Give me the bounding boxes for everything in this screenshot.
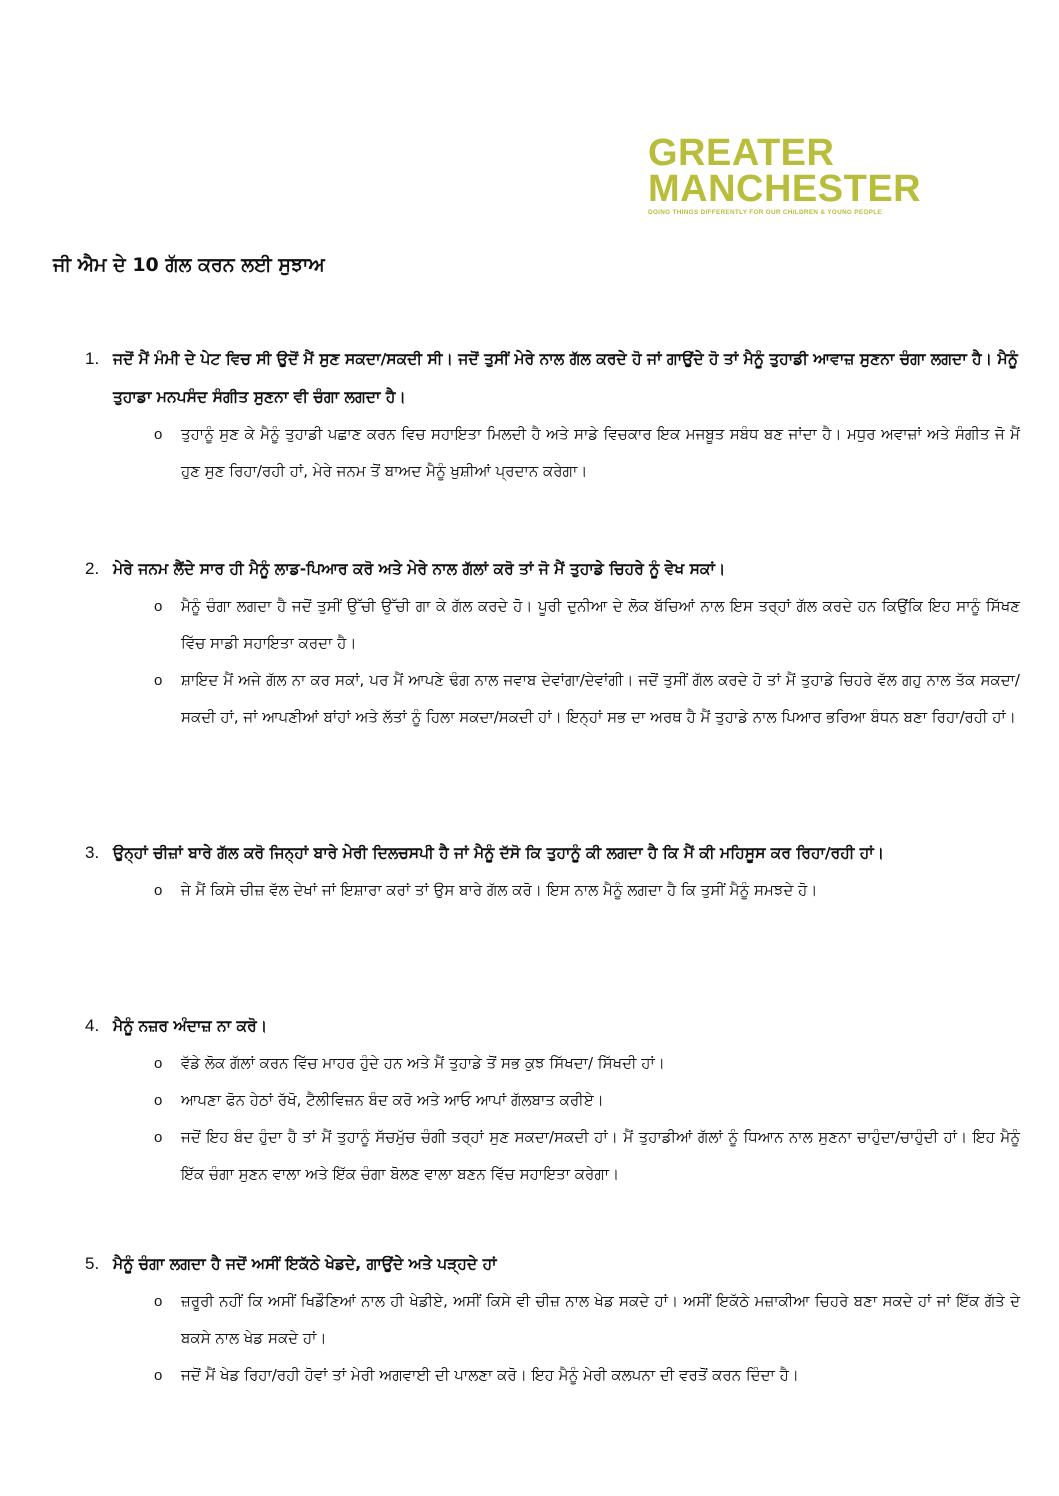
tip-heading	[85, 340, 1020, 416]
tip-heading	[85, 1245, 1020, 1283]
tip-bullet: o ਤੁਹਾਨੂੰ ਸੁਣ ਕੇ ਮੈਨੂੰ ਤੁਹਾਡੀ ਪਛਾਣ ਕਰਨ ਵਿਚ ਸਹਾਇਤਾ ਮਿਲਦੀ ਹੈ ਅਤੇ ਸਾਡੇ ਵਿਚਕਾਰ ਇਕ ਮਜਬੂਤ ਸਬੰਧ ਬਣ ਜਾਂਦਾ ਹੈ। ਮਧੁਰ ਅਵਾਜ਼ਾਂ ਅਤੇ ਸੰਗੀਤ ਜੋ ਮੈਂ ਹੁਣ ਸੁਣ ਰਿਹਾ/ਰਹੀ ਹਾਂ, ਮੇਰੇ ਜਨਮ ਤੋਂ ਬਾਅਦ ਮੈਨੂੰ ਖੁਸ਼ੀਆਂ ਪ੍ਰਦਾਨ ਕਰੇਗਾ।	[181, 416, 1020, 490]
tip-bullet-list	[85, 872, 1020, 909]
tip-section-1	[85, 340, 1020, 490]
tip-heading	[85, 834, 1020, 872]
logo-tagline: DOING THINGS DIFFERENTLY FOR OUR CHILDREN & YOUNG PEOPLE	[648, 209, 882, 216]
tip-bullet-list	[85, 416, 1020, 490]
tip-bullet: o ਵੱਡੇ ਲੋਕ ਗੱਲਾਂ ਕਰਨ ਵਿੱਚ ਮਾਹਰ ਹੁੰਦੇ ਹਨ ਅਤੇ ਮੈਂ ਤੁਹਾਡੇ ਤੋਂ ਸਭ ਕੁਝ ਸਿੱਖਦਾ/ ਸਿੱਖਦੀ ਹਾਂ।	[181, 1045, 1020, 1082]
tip-bullet-list	[85, 1283, 1020, 1394]
tip-bullet: o ਜ਼ਰੂਰੀ ਨਹੀਂ ਕਿ ਅਸੀਂ ਖਿਡੌਣਿਆਂ ਨਾਲ ਹੀ ਖੇਡੀਏ, ਅਸੀਂ ਕਿਸੇ ਵੀ ਚੀਜ਼ ਨਾਲ ਖੇਡ ਸਕਦੇ ਹਾਂ। ਅਸੀਂ ਇਕੱਠੇ ਮਜ਼ਾਕੀਆ ਚਿਹਰੇ ਬਣਾ ਸਕਦੇ ਹਾਂ ਜਾਂ ਇੱਕ ਗੱਤੇ ਦੇ ਬਕਸੇ ਨਾਲ ਖੇਡ ਸਕਦੇ ਹਾਂ।	[181, 1283, 1020, 1357]
tip-section-4	[85, 1007, 1020, 1193]
tip-bullet: o ਆਪਣਾ ਫੋਨ ਹੇਠਾਂ ਰੱਖੋ, ਟੈਲੀਵਿਜ਼ਨ ਬੰਦ ਕਰੋ ਅਤੇ ਆਓ ਆਪਾਂ ਗੱਲਬਾਤ ਕਰੀਏ।	[181, 1082, 1020, 1119]
tip-section-3	[85, 834, 1020, 909]
tip-number: 2.	[85, 559, 100, 578]
tip-bullet: o ਮੈਨੂੰ ਚੰਗਾ ਲਗਦਾ ਹੈ ਜਦੋਂ ਤੁਸੀਂ ਉੱਚੀ ਉੱਚੀ ਗਾ ਕੇ ਗੱਲ ਕਰਦੇ ਹੋ। ਪੂਰੀ ਦੁਨੀਆ ਦੇ ਲੋਕ ਬੱਚਿਆਂ ਨਾਲ ਇਸ ਤਰ੍ਹਾਂ ਗੱਲ ਕਰਦੇ ਹਨ ਕਿਉਂਕਿ ਇਹ ਸਾਨੂੰ ਸਿੱਖਣ ਵਿੱਚ ਸਾਡੀ ਸਹਾਇਤਾ ਕਰਦਾ ਹੈ।	[181, 588, 1020, 662]
tip-heading-text: ਮੇਰੇ ਜਨਮ ਲੈਂਦੇ ਸਾਰ ਹੀ ਮੈਨੂੰ ਲਾਡ-ਪਿਆਰ ਕਰੋ ਅਤੇ ਮੇਰੇ ਨਾਲ ਗੱਲਾਂ ਕਰੋ ਤਾਂ ਜੋ ਮੈਂ ਤੁਹਾਡੇ ਚਿਹਰੇ ਨੂੰ ਵੇਖ ਸਕਾਂ।	[113, 560, 726, 578]
tip-heading-text: ਮੈਨੂੰ ਚੰਗਾ ਲਗਦਾ ਹੈ ਜਦੋਂ ਅਸੀਂ ਇਕੱਠੇ ਖੇਡਦੇ, ਗਾਉਂਦੇ ਅਤੇ ਪੜ੍ਹਦੇ ਹਾਂ	[113, 1255, 497, 1273]
tip-heading-text: ਮੈਨੂੰ ਨਜ਼ਰ ਅੰਦਾਜ਼ ਨਾ ਕਰੋ।	[113, 1017, 268, 1035]
tip-heading	[85, 550, 1020, 588]
tip-section-5	[85, 1245, 1020, 1394]
tip-heading	[85, 1007, 1020, 1045]
tip-bullet: o ਜਦੋਂ ਇਹ ਬੰਦ ਹੁੰਦਾ ਹੈ ਤਾਂ ਮੈਂ ਤੁਹਾਨੂੰ ਸੱਚਮੁੱਚ ਚੰਗੀ ਤਰ੍ਹਾਂ ਸੁਣ ਸਕਦਾ/ਸਕਦੀ ਹਾਂ। ਮੈਂ ਤੁਹਾਡੀਆਂ ਗੱਲਾਂ ਨੂੰ ਧਿਆਨ ਨਾਲ ਸੁਣਨਾ ਚਾਹੁੰਦਾ/ਚਾਹੁੰਦੀ ਹਾਂ। ਇਹ ਮੈਨੂੰ ਇੱਕ ਚੰਗਾ ਸੁਣਨ ਵਾਲਾ ਅਤੇ ਇੱਕ ਚੰਗਾ ਬੋਲਣ ਵਾਲਾ ਬਣਨ ਵਿੱਚ ਸਹਾਇਤਾ ਕਰੇਗਾ।	[181, 1119, 1020, 1193]
greater-manchester-logo	[648, 132, 953, 216]
tip-bullet: o ਜਦੋਂ ਮੈਂ ਖੇਡ ਰਿਹਾ/ਰਹੀ ਹੋਵਾਂ ਤਾਂ ਮੇਰੀ ਅਗਵਾਈ ਦੀ ਪਾਲਣਾ ਕਰੋ। ਇਹ ਮੈਨੂੰ ਮੇਰੀ ਕਲਪਨਾ ਦੀ ਵਰਤੋਂ ਕਰਨ ਦਿੰਦਾ ਹੈ।	[181, 1357, 1020, 1394]
tip-section-2	[85, 550, 1020, 736]
tip-number: 3.	[85, 843, 100, 862]
tip-bullet-list	[85, 588, 1020, 736]
tip-number: 1.	[85, 349, 100, 368]
tip-bullet-list	[85, 1045, 1020, 1193]
tip-bullet: o ਸ਼ਾਇਦ ਮੈਂ ਅਜੇ ਗੱਲ ਨਾ ਕਰ ਸਕਾਂ, ਪਰ ਮੈਂ ਆਪਣੇ ਢੰਗ ਨਾਲ ਜਵਾਬ ਦੇਵਾਂਗਾ/ਦੇਵਾਂਗੀ। ਜਦੋਂ ਤੁਸੀਂ ਗੱਲ ਕਰਦੇ ਹੋ ਤਾਂ ਮੈਂ ਤੁਹਾਡੇ ਚਿਹਰੇ ਵੱਲ ਗਹੁ ਨਾਲ ਤੱਕ ਸਕਦਾ/ਸਕਦੀ ਹਾਂ, ਜਾਂ ਆਪਣੀਆਂ ਬਾਂਹਾਂ ਅਤੇ ਲੱਤਾਂ ਨੂੰ ਹਿਲਾ ਸਕਦਾ/ਸਕਦੀ ਹਾਂ। ਇਨ੍ਹਾਂ ਸਭ ਦਾ ਅਰਥ ਹੈ ਮੈਂ ਤੁਹਾਡੇ ਨਾਲ ਪਿਆਰ ਭਰਿਆ ਬੰਧਨ ਬਣਾ ਰਿਹਾ/ਰਹੀ ਹਾਂ।	[181, 662, 1020, 736]
logo-line-greater: GREATER	[648, 132, 835, 174]
tip-heading-text: ਜਦੋਂ ਮੈਂ ਮੰਮੀ ਦੇ ਪੇਟ ਵਿਚ ਸੀ ਉਦੋਂ ਮੈਂ ਸੁਣ ਸਕਦਾ/ਸਕਦੀ ਸੀ। ਜਦੋਂ ਤੁਸੀਂ ਮੇਰੇ ਨਾਲ ਗੱਲ ਕਰਦੇ ਹੋ ਜਾਂ ਗਾਉਂਦੇ ਹੋ ਤਾਂ ਮੈਨੂੰ ਤੁਹਾਡੀ ਆਵਾਜ਼ ਸੁਣਨਾ ਚੰਗਾ ਲਗਦਾ ਹੈ। ਮੈਨੂੰ ਤੁਹਾਡਾ ਮਨਪਸੰਦ ਸੰਗੀਤ ਸੁਣਨਾ ਵੀ ਚੰਗਾ ਲਗਦਾ ਹੈ।	[113, 350, 1018, 406]
logo-line-manchester: MANCHESTER	[648, 168, 922, 210]
document-title: ਜੀ ਐਮ ਦੇ 10 ਗੱਲ ਕਰਨ ਲਈ ਸੁਝਾਅ	[53, 254, 325, 276]
tip-number: 5.	[85, 1254, 100, 1273]
tip-heading-text: ਉਨ੍ਹਾਂ ਚੀਜ਼ਾਂ ਬਾਰੇ ਗੱਲ ਕਰੋ ਜਿਨ੍ਹਾਂ ਬਾਰੇ ਮੇਰੀ ਦਿਲਚਸਪੀ ਹੈ ਜਾਂ ਮੈਨੂੰ ਦੱਸੋ ਕਿ ਤੁਹਾਨੂੰ ਕੀ ਲਗਦਾ ਹੈ ਕਿ ਮੈਂ ਕੀ ਮਹਿਸੂਸ ਕਰ ਰਿਹਾ/ਰਹੀ ਹਾਂ।	[113, 844, 885, 862]
tip-bullet: o ਜੇ ਮੈਂ ਕਿਸੇ ਚੀਜ਼ ਵੱਲ ਦੇਖਾਂ ਜਾਂ ਇਸ਼ਾਰਾ ਕਰਾਂ ਤਾਂ ਉਸ ਬਾਰੇ ਗੱਲ ਕਰੋ। ਇਸ ਨਾਲ ਮੈਨੂੰ ਲਗਦਾ ਹੈ ਕਿ ਤੁਸੀਂ ਮੈਨੂੰ ਸਮਝਦੇ ਹੋ।	[181, 872, 1020, 909]
tip-number: 4.	[85, 1016, 100, 1035]
